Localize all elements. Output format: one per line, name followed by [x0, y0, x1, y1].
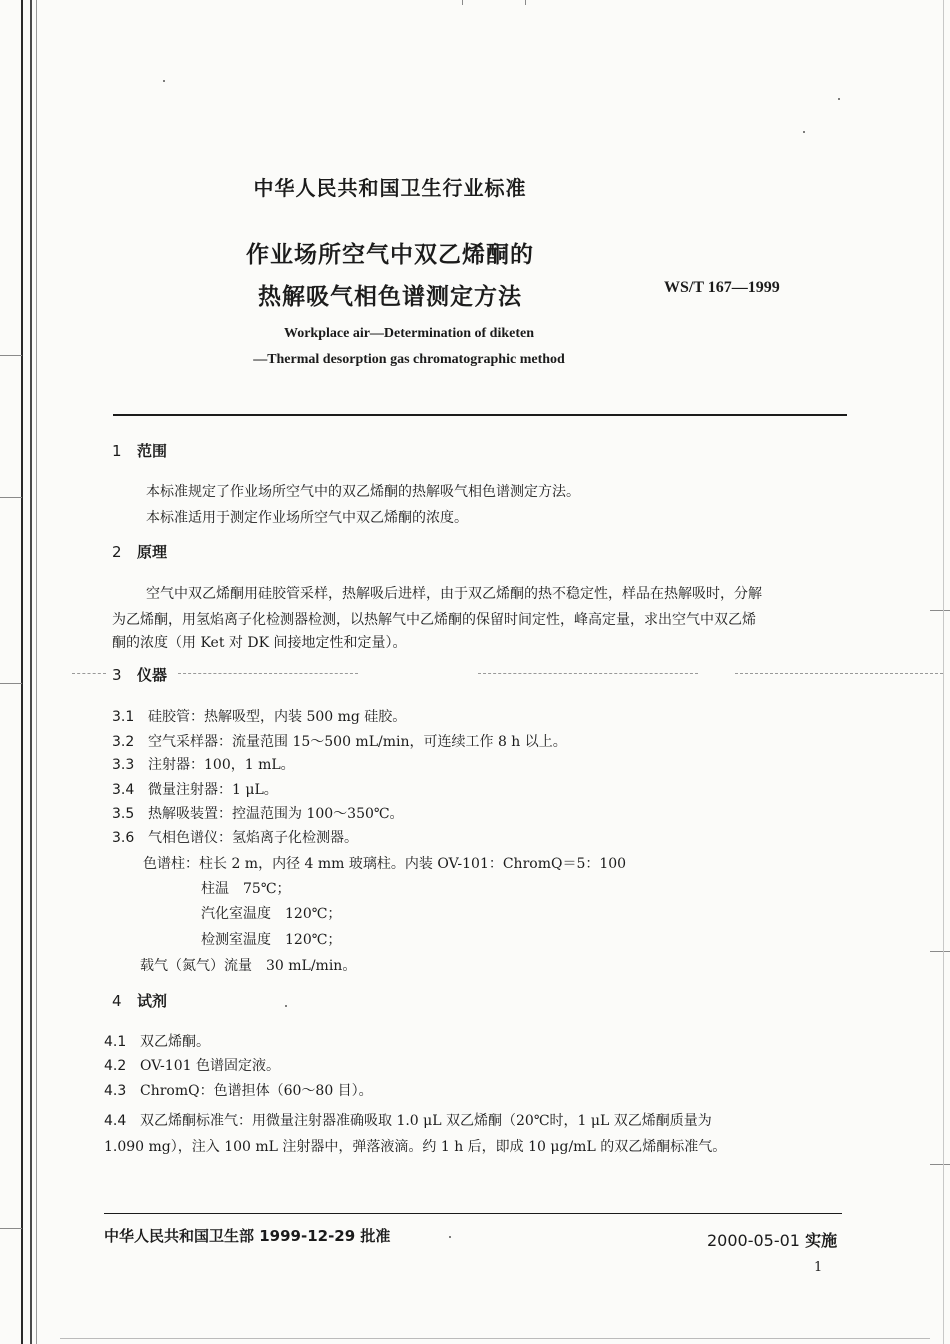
- item-text: 微量注射器：1 μL。: [148, 782, 278, 798]
- list-item: [112, 706, 406, 726]
- scan-speck: [838, 98, 840, 100]
- scan-speck: [803, 131, 805, 133]
- section-number: 4: [112, 992, 122, 1010]
- scan-mark: [462, 0, 463, 5]
- scan-mark: [525, 0, 526, 5]
- item-text: 双乙烯酮标准气：用微量注射器准确吸取 1.0 μL 双乙烯酮（20℃时，1 μL 双乙烯酮质量为: [140, 1113, 712, 1129]
- list-item: [104, 1055, 280, 1075]
- item-number: 3.2: [112, 734, 135, 750]
- item-text: 硅胶管：热解吸型，内装 500 mg 硅胶。: [148, 709, 407, 725]
- paragraph-line: 酮的浓度（用 Ket 对 DK 间接地定性和定量）。: [112, 635, 407, 651]
- binding-edge-line: [36, 0, 37, 1344]
- section-title: 原理: [137, 543, 168, 561]
- item-number: 4.3: [104, 1083, 127, 1099]
- scan-artifact-line: [178, 673, 358, 675]
- paragraph-line: 空气中双乙烯酮用硅胶管采样，热解吸后进样，由于双乙烯酮的热不稳定性，样品在热解吸时，分解: [146, 586, 762, 602]
- binding-edge-line: [21, 0, 23, 1344]
- vaporizer-temperature: 汽化室温度 120℃；: [201, 906, 342, 922]
- scan-mark: [930, 1164, 950, 1165]
- approval-line: 中华人民共和国卫生部 1999-12-29 批准: [104, 1227, 391, 1245]
- scan-artifact-line: [478, 673, 698, 675]
- item-number: 3.1: [112, 709, 135, 725]
- footer-divider: [104, 1213, 842, 1214]
- section-heading-reagents: [112, 990, 167, 1011]
- item-number: 4.4: [104, 1113, 127, 1129]
- column-spec-line: 色谱柱：柱长 2 m，内径 4 mm 玻璃柱。内装 OV-101：ChromQ＝5：100: [143, 856, 627, 872]
- section-number: 2: [112, 543, 122, 561]
- detector-temperature: 检测室温度 120℃；: [201, 932, 342, 948]
- item-text: OV-101 色谱固定液。: [140, 1058, 280, 1074]
- item-number: 3.5: [112, 806, 135, 822]
- item-number: 4.1: [104, 1034, 127, 1050]
- paragraph: 本标准适用于测定作业场所空气中双乙烯酮的浓度。: [146, 510, 468, 526]
- scan-mark: [943, 0, 944, 1344]
- header-divider: [113, 414, 847, 416]
- scan-artifact-line: [72, 673, 106, 675]
- section-title: 范围: [137, 442, 168, 460]
- scan-speck: [449, 1236, 451, 1238]
- item-text: 注射器：100，1 mL。: [148, 757, 295, 773]
- item-text: ChromQ：色谱担体（60～80 目）。: [140, 1083, 373, 1099]
- english-title-line1: Workplace air—Determination of diketen: [283, 326, 535, 341]
- scan-speck: [163, 80, 165, 82]
- item-text: 双乙烯酮。: [140, 1034, 210, 1050]
- effective-date: 2000-05-01: [707, 1231, 800, 1250]
- item-text: 气相色谱仪：氢焰离子化检测器。: [148, 830, 358, 846]
- list-item: [104, 1080, 373, 1100]
- item-number: 4.2: [104, 1058, 127, 1074]
- scan-mark: [930, 951, 950, 952]
- section-heading-apparatus: [112, 664, 167, 685]
- list-item: [112, 754, 295, 774]
- list-item: [112, 827, 358, 847]
- binding-edge-line: [30, 0, 32, 1344]
- item-number: 3.4: [112, 782, 135, 798]
- section-number: 1: [112, 442, 122, 460]
- scan-mark: [930, 610, 950, 611]
- scan-artifact-line: [735, 673, 943, 675]
- document-title-line2: 热解吸气相色谱测定方法: [258, 284, 522, 310]
- page-number: 1: [814, 1260, 823, 1275]
- section-number: 3: [112, 666, 122, 684]
- scan-mark: [0, 683, 22, 684]
- list-item: [112, 779, 278, 799]
- effective-label: 实施: [805, 1231, 838, 1250]
- section-heading-scope: [112, 440, 167, 461]
- scan-mark: [0, 497, 22, 498]
- section-title: 试剂: [137, 992, 168, 1010]
- item-text: 空气采样器：流量范围 15～500 mL/min，可连续工作 8 h 以上。: [148, 734, 567, 750]
- scan-speck: [285, 1005, 287, 1007]
- standard-type-heading: 中华人民共和国卫生行业标准: [253, 176, 527, 200]
- effective-date-line: [707, 1228, 837, 1251]
- paragraph: 本标准规定了作业场所空气中的双乙烯酮的热解吸气相色谱测定方法。: [146, 484, 580, 500]
- scan-mark: [0, 1228, 22, 1229]
- list-item: [112, 803, 404, 823]
- item-number: 3.6: [112, 830, 135, 846]
- document-title-line1: 作业场所空气中双乙烯酮的: [246, 242, 534, 268]
- list-item: [104, 1031, 210, 1051]
- english-title-line2: —Thermal desorption gas chromatographic method: [253, 352, 565, 367]
- carrier-gas-flow: 载气（氮气）流量 30 mL/min。: [140, 958, 357, 974]
- standard-code: WS/T 167—1999: [664, 279, 780, 296]
- item-text: 热解吸装置：控温范围为 100～350℃。: [148, 806, 404, 822]
- paragraph-line: 1.090 mg），注入 100 mL 注射器中，弹落液滴。约 1 h 后，即成 10 μg/mL 的双乙烯酮标准气。: [104, 1139, 727, 1155]
- section-title: 仪器: [137, 666, 168, 684]
- list-item: [112, 731, 567, 751]
- paragraph-line: 为乙烯酮，用氢焰离子化检测器检测，以热解气中乙烯酮的保留时间定性，峰高定量，求出空气中双乙烯: [112, 612, 756, 628]
- scan-mark: [60, 1338, 930, 1339]
- list-item: [104, 1110, 712, 1130]
- section-heading-principle: [112, 541, 167, 562]
- column-temperature: 柱温 75℃；: [201, 881, 291, 897]
- item-number: 3.3: [112, 757, 135, 773]
